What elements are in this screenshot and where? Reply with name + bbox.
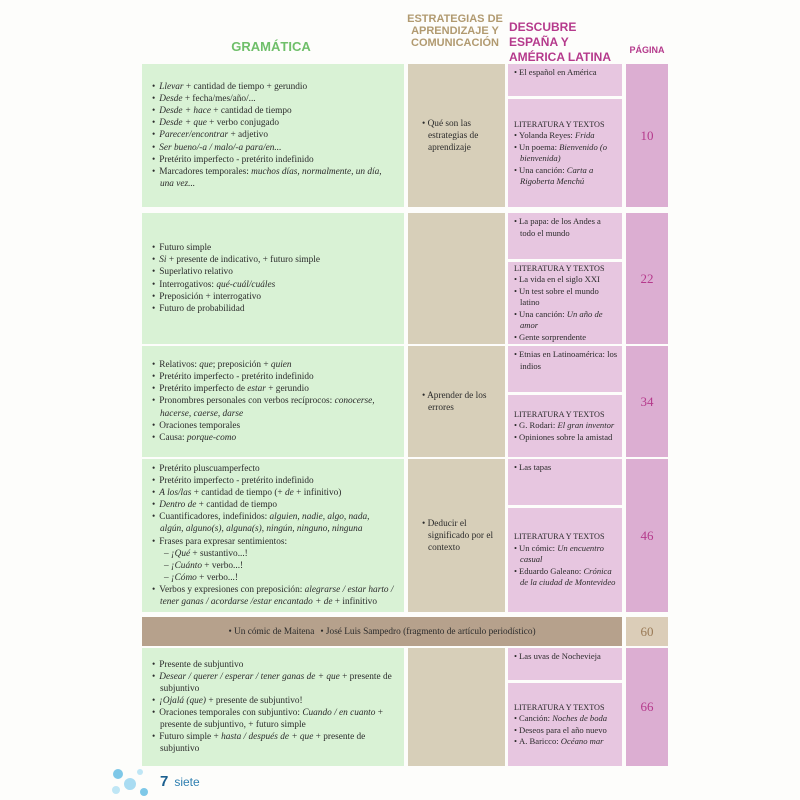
gramatica-item xyxy=(152,242,320,254)
gramatica-item xyxy=(152,511,394,535)
descubre-item: • Las tapas xyxy=(514,462,618,474)
text-fragment: alegrarse / estar harto / tener ganas / acordarse /estar encantado + de xyxy=(160,584,394,607)
text-fragment: Bienvenido (o bienvenida) xyxy=(520,141,608,163)
gramatica-item xyxy=(152,93,394,105)
estrategias-cell xyxy=(408,346,505,457)
text-fragment: + presente de subjuntivo xyxy=(160,732,366,755)
text-fragment: Si xyxy=(159,255,167,266)
text-fragment: Causa: xyxy=(159,432,187,443)
gramatica-list xyxy=(152,359,394,444)
text-fragment: Gente sorprendente xyxy=(519,331,587,342)
estrategias-label: Aprender de los errores xyxy=(427,390,487,413)
text-fragment: que xyxy=(199,360,213,371)
text-fragment: + gerundio xyxy=(265,384,309,395)
literatura-item xyxy=(514,420,618,432)
descubre-cell xyxy=(508,346,622,392)
text-fragment: muchos días, normalmente, un día, una vez... xyxy=(160,166,382,189)
text-fragment: Pretérito imperfecto - pretérito indefinido xyxy=(159,154,314,165)
estrategias-cell xyxy=(408,213,505,344)
text-fragment: Pretérito pluscuamperfecto xyxy=(159,463,260,474)
literatura-title: LITERATURA Y TEXTOS xyxy=(514,119,605,129)
decorative-dots-icon xyxy=(108,764,154,800)
descubre-cell xyxy=(508,648,622,680)
literatura-item xyxy=(514,286,618,309)
text-fragment: Desde + que xyxy=(159,118,207,129)
literatura-item xyxy=(514,432,618,444)
text-fragment: Parecer/encontrar xyxy=(159,130,229,141)
text-fragment: + presente de subjuntivo xyxy=(160,671,392,694)
estrategias-cell xyxy=(408,64,505,207)
estrategias-text: • Qué son las estrategias de aprendizaje xyxy=(422,118,479,153)
gramatica-item xyxy=(152,432,394,444)
text-fragment: – xyxy=(164,560,171,571)
text-fragment: + presente de subjuntivo! xyxy=(206,695,303,706)
text-fragment: Futuro de probabilidad xyxy=(159,303,245,314)
header-gramatica: GRAMÁTICA xyxy=(231,39,311,54)
gramatica-cell xyxy=(142,213,404,344)
text-fragment: A los/las xyxy=(159,488,192,499)
header-estrategias: ESTRATEGIAS DE APRENDIZAJE Y COMUNICACIÓN xyxy=(407,13,503,49)
literatura-item xyxy=(514,165,618,188)
gramatica-item xyxy=(152,671,394,695)
text-fragment: estar xyxy=(247,384,266,395)
text-fragment: ¡Cuánto xyxy=(170,560,202,571)
literatura-item xyxy=(514,274,618,286)
text-fragment: porque-como xyxy=(186,432,237,443)
literatura-item xyxy=(514,130,618,142)
text-fragment: + presente de subjuntivo, + futuro simple xyxy=(160,708,383,731)
gramatica-list xyxy=(152,659,394,756)
header-descubre: DESCUBRE ESPAÑA Y AMÉRICA LATINA xyxy=(509,20,611,64)
gramatica-item xyxy=(152,266,320,278)
text-fragment: de xyxy=(285,488,294,499)
page-number-cell: 22 xyxy=(626,213,668,344)
gramatica-item xyxy=(152,395,394,419)
text-fragment: conocerse, hacerse, caerse, darse xyxy=(160,396,375,419)
text-fragment: Desear / querer / esperar / tener ganas de + que xyxy=(159,671,340,682)
text-fragment: – xyxy=(164,548,171,559)
text-fragment: Un año de amor xyxy=(520,308,603,331)
literatura-item xyxy=(514,566,618,589)
gramatica-list xyxy=(152,463,394,608)
text-fragment: Una canción: xyxy=(519,164,567,175)
text-fragment: + cantidad de tiempo (+ xyxy=(191,488,286,499)
gramatica-item xyxy=(152,359,394,371)
page-word: siete xyxy=(174,775,200,789)
estrategias-cell xyxy=(408,648,505,766)
text-fragment: El gran inventor xyxy=(557,420,615,431)
text-fragment: Eduardo Galeano: xyxy=(519,565,584,576)
gramatica-item xyxy=(152,142,394,154)
descubre-item: • El español en América xyxy=(514,67,618,79)
gramatica-item xyxy=(152,166,394,190)
gramatica-item xyxy=(152,560,394,572)
literatura-title: LITERATURA Y TEXTOS xyxy=(514,702,605,712)
text-fragment: Marcadores temporales: xyxy=(159,166,252,177)
gramatica-item xyxy=(152,371,394,383)
page-number-cell: 10 xyxy=(626,64,668,207)
text-fragment: Verbos y expresiones con preposición: xyxy=(159,584,305,595)
band-item: • José Luis Sampedro (fragmento de artículo periodístico) xyxy=(320,626,536,637)
literatura-item xyxy=(514,736,618,748)
descubre-cell xyxy=(508,459,622,505)
text-fragment: Presente de subjuntivo xyxy=(159,659,244,670)
estrategias-label: Qué son las estrategias de aprendizaje xyxy=(427,118,479,153)
text-fragment: + cantidad de tiempo + gerundio xyxy=(183,82,308,93)
band-page-number: 60 xyxy=(626,617,668,646)
text-fragment: + cantidad de tiempo xyxy=(196,500,277,511)
gramatica-item xyxy=(152,279,320,291)
text-fragment: G. Rodari: xyxy=(519,420,558,431)
text-fragment: alguien, nadie, algo, nada, algún, alguno(s), alguna(s), ningún, ninguno, ninguna xyxy=(160,512,370,535)
gramatica-item xyxy=(152,572,394,584)
literatura-title: LITERATURA Y TEXTOS xyxy=(514,263,605,273)
text-fragment: + sustantivo...! xyxy=(190,548,248,559)
text-fragment: ; preposición + xyxy=(212,360,271,371)
text-fragment: Cuando / en cuanto xyxy=(302,708,376,718)
gramatica-item xyxy=(152,584,394,608)
gramatica-cell xyxy=(142,346,404,457)
page-number-cell: 66 xyxy=(626,648,668,766)
literatura-cell xyxy=(508,683,622,766)
text-fragment: Deseos para el año nuevo xyxy=(519,724,607,735)
text-fragment: + cantidad de tiempo xyxy=(210,106,292,117)
text-fragment: Un cómic: xyxy=(519,542,558,553)
descubre-cell xyxy=(508,64,622,96)
text-fragment: Cuantificadores, indefinidos: xyxy=(159,512,270,523)
gramatica-item xyxy=(152,707,394,731)
text-fragment: Un test sobre el mundo latino xyxy=(519,285,599,308)
text-fragment: + adjetivo xyxy=(228,130,268,141)
page-number-cell: 34 xyxy=(626,346,668,457)
text-fragment: Océano mar xyxy=(560,736,604,746)
literatura-item xyxy=(514,309,618,332)
text-fragment: + verbo conjugado xyxy=(206,118,279,129)
text-fragment: Pretérito imperfecto - pretérito indefinido xyxy=(159,476,314,487)
text-fragment: + infinitivo) xyxy=(293,488,342,499)
descubre-item: • Las uvas de Nochevieja xyxy=(514,651,618,663)
text-fragment: + infinitivo xyxy=(332,596,377,607)
gramatica-item xyxy=(152,420,394,432)
literatura-title: LITERATURA Y TEXTOS xyxy=(514,409,605,419)
review-band xyxy=(142,617,622,646)
text-fragment: Noches de boda xyxy=(552,713,608,723)
gramatica-item xyxy=(152,254,320,266)
page-number-cell: 46 xyxy=(626,459,668,612)
text-fragment: Desde + hace xyxy=(159,106,211,117)
literatura-cell xyxy=(508,395,622,457)
literatura-cell xyxy=(508,99,622,207)
text-fragment: quien xyxy=(270,360,292,371)
band-item: • Un cómic de Maitena xyxy=(228,626,315,637)
text-fragment: Preposición + interrogativo xyxy=(159,291,262,302)
header-pagina: PÁGINA xyxy=(629,45,665,55)
text-fragment: Superlativo relativo xyxy=(159,267,233,278)
text-fragment: Llevar xyxy=(159,82,184,93)
text-fragment: Futuro simple xyxy=(159,243,212,254)
gramatica-item xyxy=(152,695,394,707)
text-fragment: Pretérito imperfecto - pretérito indefinido xyxy=(159,372,314,383)
literatura-cell xyxy=(508,508,622,612)
gramatica-item xyxy=(152,105,394,117)
gramatica-item xyxy=(152,81,394,93)
literatura-item xyxy=(514,142,618,165)
literatura-title: LITERATURA Y TEXTOS xyxy=(514,532,605,542)
text-fragment: ¡Qué xyxy=(170,548,191,559)
text-fragment: Desde xyxy=(159,94,183,105)
gramatica-list xyxy=(152,242,320,315)
gramatica-item xyxy=(152,154,394,166)
literatura-item xyxy=(514,713,618,725)
descubre-item: • La papa: de los Andes a todo el mundo xyxy=(514,216,618,239)
text-fragment: A. Baricco: xyxy=(519,736,561,746)
text-fragment: – xyxy=(164,572,171,583)
literatura-item xyxy=(514,725,618,737)
gramatica-item xyxy=(152,303,320,315)
text-fragment: + verbo...! xyxy=(196,572,238,583)
gramatica-item xyxy=(152,487,394,499)
descubre-cell xyxy=(508,213,622,259)
gramatica-item xyxy=(152,129,394,141)
text-fragment: + verbo...! xyxy=(201,560,244,571)
gramatica-item xyxy=(152,499,394,511)
estrategias-cell xyxy=(408,459,505,612)
text-fragment: Un encuentro casual xyxy=(520,542,604,565)
text-fragment: Oraciones temporales xyxy=(159,420,241,431)
text-fragment: ¡Cómo xyxy=(170,572,197,583)
text-fragment: Futuro simple + xyxy=(159,732,222,743)
gramatica-item xyxy=(152,291,320,303)
text-fragment: Interrogativos: xyxy=(159,279,217,290)
gramatica-item xyxy=(152,463,394,475)
gramatica-cell xyxy=(142,459,404,612)
page-footer xyxy=(160,773,200,790)
gramatica-item xyxy=(152,731,394,755)
gramatica-item xyxy=(152,536,394,548)
text-fragment: Opiniones sobre la amistad xyxy=(519,431,613,442)
literatura-item xyxy=(514,543,618,566)
gramatica-list xyxy=(152,81,394,190)
text-fragment: ¡Ojalá (que) xyxy=(159,695,206,706)
text-fragment: Frases para expresar sentimientos: xyxy=(159,536,288,547)
literatura-cell xyxy=(508,262,622,344)
text-fragment: Pronombres personales con verbos recíprocos: xyxy=(159,396,335,407)
descubre-item: • Etnias en Latinoamérica: los indios xyxy=(514,349,618,372)
text-fragment: Pretérito imperfecto de xyxy=(159,384,248,395)
estrategias-label: Deducir el significado por el contexto xyxy=(427,518,494,553)
text-fragment: Una canción: xyxy=(519,308,567,319)
text-fragment: Canción: xyxy=(519,713,553,723)
estrategias-text: • Deducir el significado por el contexto xyxy=(422,518,494,553)
gramatica-cell xyxy=(142,648,404,766)
estrategias-text: • Aprender de los errores xyxy=(422,390,487,413)
page-number: 7 xyxy=(160,773,169,790)
gramatica-item xyxy=(152,548,394,560)
gramatica-item xyxy=(152,383,394,395)
text-fragment: Un poema: xyxy=(519,141,560,152)
text-fragment: hasta / después de + que xyxy=(221,732,314,743)
text-fragment: Oraciones temporales con subjuntivo: xyxy=(159,708,303,718)
text-fragment: Ser bueno/-a / malo/-a para/en... xyxy=(159,142,282,153)
text-fragment: Relativos: xyxy=(159,360,200,371)
text-fragment: + fecha/mes/año/... xyxy=(182,94,256,105)
text-fragment: Frida xyxy=(574,130,595,140)
gramatica-item xyxy=(152,659,394,671)
text-fragment: qué-cuál/cuáles xyxy=(216,279,276,290)
text-fragment: La vida en el siglo XXI xyxy=(519,274,600,285)
text-fragment: + presente de indicativo, + futuro simple xyxy=(166,255,321,266)
gramatica-item xyxy=(152,475,394,487)
gramatica-cell xyxy=(142,64,404,207)
literatura-item xyxy=(514,332,618,344)
gramatica-item xyxy=(152,117,394,129)
text-fragment: Dentro de xyxy=(159,500,197,511)
text-fragment: Carta a Rigoberta Menchú xyxy=(520,164,594,186)
text-fragment: Crónica de la ciudad de Montevideo xyxy=(520,565,616,588)
text-fragment: Yolanda Reyes: xyxy=(519,130,575,140)
